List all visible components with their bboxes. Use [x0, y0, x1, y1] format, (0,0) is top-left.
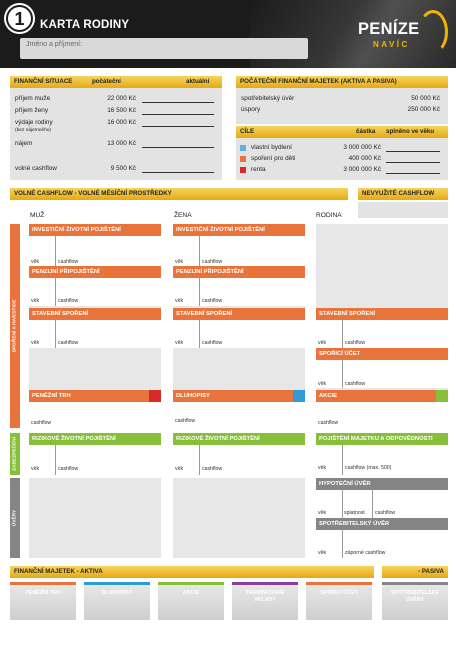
- age-label: věk: [175, 340, 184, 346]
- cashflow-label: cashflow: [31, 420, 52, 426]
- entry-area[interactable]: [316, 320, 448, 348]
- row-value: 16 000 Kč: [107, 119, 136, 126]
- tile-stripe: [84, 582, 150, 585]
- divider: [342, 360, 343, 388]
- divider: [199, 445, 200, 475]
- col-family: RODINA: [316, 212, 342, 219]
- cashflow-label: cashflow: [58, 466, 79, 472]
- unused-cashflow-field[interactable]: [358, 202, 448, 218]
- tile-stripe: [306, 582, 372, 585]
- cashflow-label: cashflow: [58, 259, 79, 265]
- divider: [342, 445, 343, 475]
- goal-label: renta: [251, 166, 266, 173]
- product-bar[interactable]: HYPOTEČNÍ ÚVĚR: [316, 478, 448, 490]
- row-label: úspory: [241, 106, 261, 113]
- asset-tile-money-market[interactable]: [10, 582, 76, 620]
- entry-area[interactable]: [29, 236, 161, 266]
- divider: [55, 278, 56, 306]
- product-bar[interactable]: POJIŠTĚNÍ MAJETKU A ODPOVĚDNOSTI: [316, 433, 448, 445]
- cashflow-label: cashflow: [345, 340, 366, 346]
- cashflow-label: cashflow: [58, 298, 79, 304]
- band-loans: ÚVĚRY: [10, 478, 20, 558]
- goal-marker: [293, 390, 305, 402]
- input-line[interactable]: [386, 173, 440, 174]
- maturity-label: splatnost: [344, 510, 365, 516]
- product-bar[interactable]: SPOTŘEBITELSKÝ ÚVĚR: [316, 518, 448, 530]
- age-label: věk: [31, 298, 40, 304]
- cashflow-label: cashflow: [202, 466, 223, 472]
- product-bar[interactable]: INVESTIČNÍ ŽIVOTNÍ POJIŠTĚNÍ: [173, 224, 305, 236]
- cashflow-label: cashflow: [202, 259, 223, 265]
- cashflow-max-label: cashflow (max. 500): [345, 465, 392, 471]
- tile-stripe: [158, 582, 224, 585]
- fin-situation-panel: [10, 88, 222, 180]
- band-insurance: ZABEZPEČENÍ: [10, 433, 20, 475]
- tile-stripe: [232, 582, 298, 585]
- goals-header: [236, 126, 448, 138]
- goal-value: 400 000 Kč: [348, 155, 381, 162]
- divider: [199, 320, 200, 348]
- page-title: KARTA RODINY: [40, 19, 130, 31]
- divider: [199, 278, 200, 306]
- goal-color-swatch: [240, 145, 246, 151]
- asset-tile-bonds[interactable]: [84, 582, 150, 620]
- man-saving-column: [29, 224, 161, 428]
- man-insurance-column: [29, 433, 161, 475]
- product-bar[interactable]: PENZIJNÍ PŘIPOJIŠTĚNÍ: [173, 266, 305, 278]
- asset-tile-term-deposits[interactable]: [232, 582, 298, 620]
- woman-saving-column: [173, 224, 305, 428]
- fin-situation-title: FINANČNÍ SITUACE: [14, 78, 73, 85]
- age-label: věk: [31, 259, 40, 265]
- product-bar[interactable]: PENZIJNÍ PŘIPOJIŠTĚNÍ: [29, 266, 161, 278]
- asset-tile-savings-account[interactable]: [306, 582, 372, 620]
- input-line[interactable]: [142, 126, 214, 127]
- band-saving: SPOŘENÍ A INVESTICE: [10, 224, 20, 428]
- free-cashflow-header: VOLNÉ CASHFLOW - VOLNÉ MĚSÍČNÍ PROSTŘEDKY: [10, 188, 348, 200]
- entry-area[interactable]: [173, 278, 305, 306]
- goals-title: CÍLE: [240, 128, 255, 135]
- input-line[interactable]: [142, 102, 214, 103]
- logo-main-text: PENÍZE: [358, 20, 420, 38]
- entry-area[interactable]: [173, 402, 305, 428]
- age-label: věk: [175, 259, 184, 265]
- input-line[interactable]: [386, 151, 440, 152]
- product-bar[interactable]: SPOŘICÍ ÚČET: [316, 348, 448, 360]
- input-line[interactable]: [142, 114, 214, 115]
- liabilities-header: - PASIVA: [382, 566, 448, 578]
- product-bar[interactable]: STAVEBNÍ SPOŘENÍ: [173, 308, 305, 320]
- goals-panel: [236, 138, 448, 180]
- goal-value: 3 000 000 Kč: [343, 166, 381, 173]
- col-woman: ŽENA: [174, 212, 192, 219]
- age-label: věk: [318, 340, 327, 346]
- entry-area[interactable]: [173, 236, 305, 266]
- family-saving-column: [316, 224, 448, 428]
- cashflow-label: cashflow: [318, 420, 339, 426]
- goal-value: 3 000 000 Kč: [343, 144, 381, 151]
- divider: [342, 320, 343, 348]
- entry-area[interactable]: [173, 445, 305, 475]
- goal-color-swatch: [240, 156, 246, 162]
- unused-cashflow-header: NEVYUŽITÉ CASHFLOW: [358, 188, 448, 200]
- divider: [55, 445, 56, 475]
- tile-label: PENĚŽNÍ TRH: [25, 590, 61, 596]
- fin-situation-header: [10, 76, 222, 88]
- tile-label: AKCIE: [182, 590, 200, 596]
- col-man: MUŽ: [30, 212, 45, 219]
- product-bar[interactable]: STAVEBNÍ SPOŘENÍ: [316, 308, 448, 320]
- input-line[interactable]: [142, 147, 214, 148]
- goal-label: spoření pro děti: [251, 155, 296, 162]
- logo-sub-text: NAVÍC: [373, 40, 410, 49]
- asset-tile-stocks[interactable]: [158, 582, 224, 620]
- row-label: příjem ženy: [15, 107, 49, 114]
- cashflow-label: cashflow: [175, 418, 196, 424]
- goal-color-swatch: [240, 167, 246, 173]
- cashflow-label: cashflow: [202, 340, 223, 346]
- product-bar[interactable]: RIZIKOVÉ ŽIVOTNÍ POJIŠTĚNÍ: [29, 433, 161, 445]
- divider: [199, 236, 200, 266]
- age-label: věk: [318, 465, 327, 471]
- entry-area[interactable]: [173, 320, 305, 348]
- product-bar[interactable]: RIZIKOVÉ ŽIVOTNÍ POJIŠTĚNÍ: [173, 433, 305, 445]
- cashflow-label: cashflow: [375, 510, 396, 516]
- card-number-badge: 1: [6, 5, 33, 32]
- col-current-label: aktuální: [186, 78, 210, 85]
- row-label: výdaje rodiny: [15, 119, 53, 126]
- col-start-label: počáteční: [92, 78, 121, 85]
- entry-area[interactable]: [316, 360, 448, 388]
- product-bar[interactable]: AKCIE: [316, 390, 448, 402]
- divider: [55, 236, 56, 266]
- man-loans-column: [29, 478, 161, 558]
- goal-marker: [149, 390, 161, 402]
- divider: [342, 530, 343, 558]
- tile-label: SPOTŘEBITELSKÉ ÚVĚRY: [391, 590, 439, 603]
- logo: [358, 16, 444, 56]
- input-line[interactable]: [386, 162, 440, 163]
- row-note: (bez nájemného): [15, 128, 51, 133]
- row-label: příjem muže: [15, 95, 51, 102]
- row-value: 50 000 Kč: [411, 95, 440, 102]
- goal-marker: [436, 390, 448, 402]
- family-insurance-column: [316, 433, 448, 475]
- entry-area[interactable]: [29, 445, 161, 475]
- divider: [55, 320, 56, 348]
- tile-label: SPOŘICÍ ÚČET: [320, 590, 358, 596]
- age-label: věk: [318, 550, 327, 556]
- entry-area[interactable]: [29, 320, 161, 348]
- cashflow-label: cashflow: [58, 340, 79, 346]
- product-bar[interactable]: DLUHOPISY: [173, 390, 305, 402]
- row-value: 13 000 Kč: [107, 140, 136, 147]
- age-label: věk: [31, 466, 40, 472]
- input-line[interactable]: [142, 172, 214, 173]
- row-value: 250 000 Kč: [407, 106, 440, 113]
- divider: [342, 490, 343, 518]
- product-bar[interactable]: INVESTIČNÍ ŽIVOTNÍ POJIŠTĚNÍ: [29, 224, 161, 236]
- goals-col-amount: částka: [356, 128, 376, 135]
- age-label: věk: [175, 298, 184, 304]
- age-label: věk: [318, 381, 327, 387]
- liability-tile-consumer-loans[interactable]: [382, 582, 448, 620]
- tile-label: DLUHOPISY: [101, 590, 133, 596]
- age-label: věk: [31, 340, 40, 346]
- tile-label: TERMÍNOVANÉ VKLADY: [245, 590, 285, 603]
- woman-insurance-column: [173, 433, 305, 475]
- woman-loans-column: [173, 478, 305, 558]
- cashflow-label: cashflow: [345, 381, 366, 387]
- initial-assets-panel: [236, 88, 448, 124]
- divider: [372, 490, 373, 518]
- row-value: 22 000 Kč: [107, 95, 136, 102]
- tile-stripe: [10, 582, 76, 585]
- goals-col-done: splněno ve věku: [386, 128, 435, 135]
- row-label: nájem: [15, 140, 33, 147]
- family-loans-column: [316, 478, 448, 558]
- product-bar[interactable]: PENĚŽNÍ TRH: [29, 390, 161, 402]
- age-label: věk: [318, 510, 327, 516]
- row-value: 9 500 Kč: [110, 165, 136, 172]
- goal-label: vlastní bydlení: [251, 144, 292, 151]
- tile-stripe: [382, 582, 448, 585]
- row-label: volné cashflow: [15, 165, 57, 172]
- negative-cashflow-label: záporné cashflow: [345, 550, 386, 556]
- header: [0, 0, 456, 68]
- assets-header: FINANČNÍ MAJETEK - AKTIVA: [10, 566, 374, 578]
- cashflow-label: cashflow: [202, 298, 223, 304]
- initial-assets-header: POČÁTEČNÍ FINANČNÍ MAJETEK (AKTIVA A PASIVA): [236, 76, 448, 88]
- row-value: 16 500 Kč: [107, 107, 136, 114]
- product-bar[interactable]: STAVEBNÍ SPOŘENÍ: [29, 308, 161, 320]
- row-label: spotřebitelský úvěr: [241, 95, 295, 102]
- age-label: věk: [175, 466, 184, 472]
- entry-area[interactable]: [29, 278, 161, 306]
- name-field[interactable]: Jméno a příjmení:: [20, 38, 308, 59]
- logo-swoosh-icon: [418, 10, 448, 54]
